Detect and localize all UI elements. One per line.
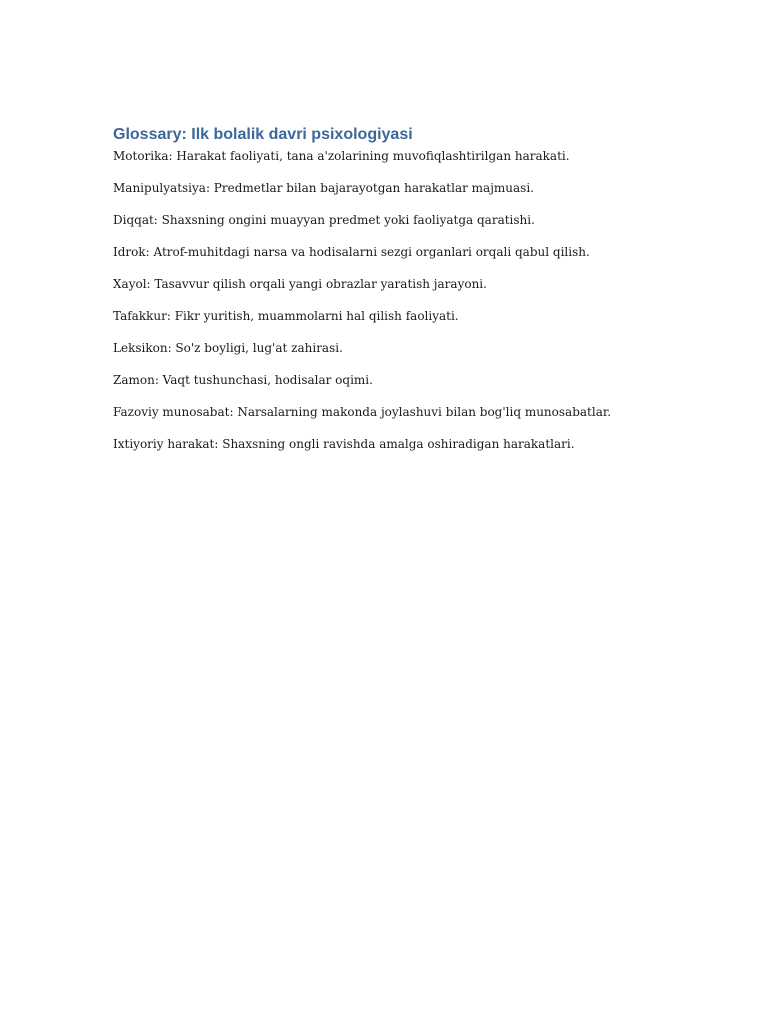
glossary-entry: Fazoviy munosabat: Narsalarning makonda joylashuvi bilan bog'liq munosabatlar.: [113, 405, 612, 419]
glossary-entry: Idrok: Atrof-muhitdagi narsa va hodisalarni sezgi organlari orqali qabul qilish.: [113, 245, 590, 259]
glossary-entry: Zamon: Vaqt tushunchasi, hodisalar oqimi.: [113, 373, 373, 387]
glossary-entry: Manipulyatsiya: Predmetlar bilan bajarayotgan harakatlar majmuasi.: [113, 181, 534, 195]
glossary-entry: Xayol: Tasavvur qilish orqali yangi obrazlar yaratish jarayoni.: [113, 277, 487, 291]
glossary-entry: Tafakkur: Fikr yuritish, muammolarni hal qilish faoliyati.: [113, 309, 459, 323]
glossary-entry: Diqqat: Shaxsning ongini muayyan predmet yoki faoliyatga qaratishi.: [113, 213, 535, 227]
glossary-entry: Leksikon: So'z boyligi, lug'at zahirasi.: [113, 341, 343, 355]
document-title: Glossary: Ilk bolalik davri psixologiyasi: [113, 126, 413, 143]
glossary-entry: Motorika: Harakat faoliyati, tana a'zolarining muvofiqlashtirilgan harakati.: [113, 149, 570, 163]
glossary-entry: Ixtiyoriy harakat: Shaxsning ongli ravishda amalga oshiradigan harakatlari.: [113, 437, 575, 451]
document-content: [113, 124, 713, 469]
